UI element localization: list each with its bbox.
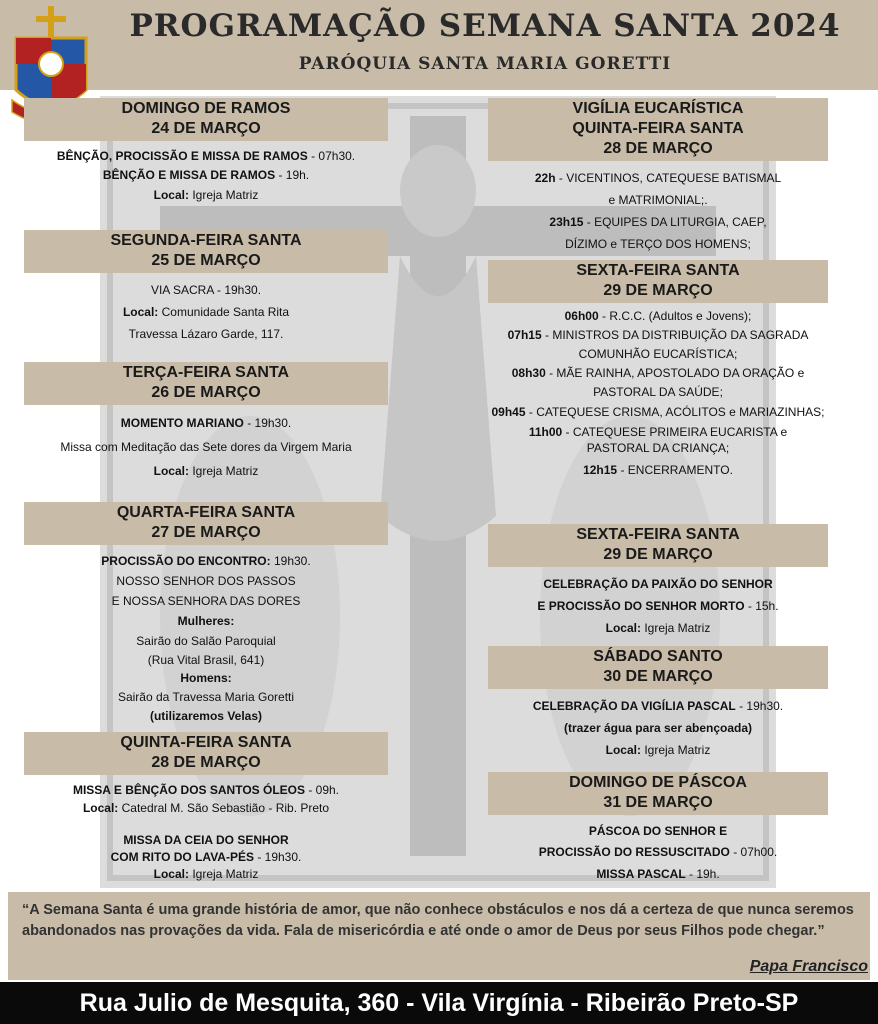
section-title: TERÇA-FEIRA SANTA — [122, 364, 290, 381]
schedule-line-text: - 19h. — [275, 168, 310, 182]
schedule-line — [24, 631, 388, 651]
schedule-line-text: - VICENTINOS, CATEQUESE BATISMAL — [555, 171, 782, 185]
section-date: 26 DE MARÇO — [151, 384, 261, 401]
section-date: 28 DE MARÇO — [151, 754, 261, 771]
section-heading — [24, 230, 388, 273]
schedule-line-text: Missa com Meditação das Sete dores da Virgem Maria — [60, 440, 352, 454]
schedule-line-text: Sairão do Salão Paroquial — [136, 634, 276, 648]
schedule-line — [488, 717, 828, 739]
schedule-line-text: - 19h. — [685, 867, 720, 881]
schedule-line — [24, 301, 388, 323]
schedule-line-bold: 09h45 — [491, 405, 526, 419]
schedule-line — [488, 841, 828, 863]
footer-address: Rua Julio de Mesquita, 360 - Vila Virgínia - Ribeirão Preto-SP — [0, 982, 878, 1024]
schedule-line — [24, 165, 388, 185]
schedule-section — [24, 732, 388, 883]
schedule-line — [488, 739, 828, 761]
schedule-line — [24, 551, 388, 571]
schedule-line — [24, 147, 388, 165]
schedule-line-bold: PÁSCOA DO SENHOR E — [588, 824, 728, 838]
section-heading — [488, 260, 828, 303]
schedule-line — [488, 399, 828, 425]
schedule-line — [488, 347, 828, 361]
schedule-line-bold: Local: — [153, 867, 189, 881]
schedule-line-text: Igreja Matriz — [188, 464, 259, 478]
schedule-line-text: E NOSSA SENHORA DAS DORES — [111, 594, 301, 608]
section-heading — [488, 646, 828, 689]
section-heading — [24, 98, 388, 141]
schedule-line — [24, 817, 388, 831]
schedule-line-text: - 07h30. — [307, 149, 356, 163]
schedule-line-text: Comunidade Santa Rita — [158, 305, 290, 319]
schedule-line-text: - EQUIPES DA LITURGIA, CAEP, — [583, 215, 767, 229]
schedule-line — [488, 821, 828, 841]
schedule-line — [488, 189, 828, 211]
schedule-line — [24, 279, 388, 301]
schedule-line-text: - R.C.C. (Adultos e Jovens); — [598, 309, 752, 323]
schedule-line — [24, 651, 388, 669]
schedule-line — [488, 863, 828, 885]
schedule-line-bold: Mulheres: — [177, 614, 235, 628]
schedule-line — [24, 687, 388, 707]
schedule-line-bold: Local: — [153, 464, 189, 478]
schedule-line-text: - MINISTROS DA DISTRIBUIÇÃO DA SAGRADA — [541, 328, 809, 342]
section-date: 27 DE MARÇO — [151, 524, 261, 541]
section-date: 29 DE MARÇO — [603, 282, 713, 299]
section-body — [24, 551, 388, 725]
section-date: 25 DE MARÇO — [151, 252, 261, 269]
schedule-line-bold: E PROCISSÃO DO SENHOR MORTO — [537, 599, 745, 613]
schedule-line-bold: (trazer água para ser abençoada) — [563, 721, 753, 735]
schedule-line — [24, 611, 388, 631]
schedule-line-text: e MATRIMONIAL;. — [608, 193, 708, 207]
schedule-line-bold: (utilizaremos Velas) — [149, 709, 263, 723]
schedule-section — [24, 98, 388, 205]
schedule-line-bold: Homens: — [180, 671, 232, 685]
page-title: PROGRAMAÇÃO SEMANA SANTA 2024 — [129, 8, 841, 44]
schedule-line-text: Catedral M. São Sebastião - Rib. Preto — [118, 801, 330, 815]
schedule-line-text: - CATEQUESE PRIMEIRA EUCARISTA e — [562, 425, 788, 439]
schedule-line-text: COMUNHÃO EUCARÍSTICA; — [578, 347, 738, 361]
schedule-section — [488, 260, 828, 483]
schedule-line-bold: BÊNÇÃO E MISSA DE RAMOS — [102, 168, 276, 182]
section-body — [488, 167, 828, 255]
schedule-line-text: - 15h. — [744, 599, 779, 613]
schedule-line-bold: Local: — [605, 621, 641, 635]
schedule-section — [24, 362, 388, 483]
schedule-section — [488, 646, 828, 761]
schedule-line-bold: Local: — [605, 743, 641, 757]
section-body — [24, 781, 388, 883]
schedule-line-text: - 19h30. — [735, 699, 784, 713]
schedule-line-text: Igreja Matriz — [188, 188, 259, 202]
schedule-line-text: - 19h30. — [243, 416, 292, 430]
schedule-line-bold: 08h30 — [511, 366, 546, 380]
schedule-line-text: - ENCERRAMENTO. — [617, 463, 733, 477]
section-title: QUARTA-FEIRA SANTA — [116, 504, 296, 521]
schedule-line-bold: 22h — [534, 171, 556, 185]
schedule-line — [488, 233, 828, 255]
quote-text: “A Semana Santa é uma grande história de amor, que não conhece obstáculos e nos dá a certeza de que nunca seremos abandonados nas provações da vida. Fala de misericórdia e até onde o amor de Deus por seus Filhos pode chegar.” — [22, 902, 854, 939]
schedule-line — [24, 831, 388, 849]
section-date: 24 DE MARÇO — [151, 120, 261, 137]
schedule-line-bold: COM RITO DO LAVA-PÉS — [110, 850, 254, 864]
schedule-line — [24, 591, 388, 611]
section-title: QUINTA-FEIRA SANTA — [120, 734, 292, 751]
section-body — [488, 309, 828, 483]
section-title: DOMINGO DE RAMOS — [121, 100, 291, 117]
schedule-section — [488, 772, 828, 885]
schedule-line — [24, 849, 388, 865]
section-body — [24, 411, 388, 483]
schedule-line — [24, 435, 388, 459]
schedule-line — [24, 707, 388, 725]
schedule-line — [488, 695, 828, 717]
schedule-line — [488, 573, 828, 595]
section-heading — [488, 98, 828, 161]
schedule-line — [24, 799, 388, 817]
schedule-line-bold: BÊNÇÃO, PROCISSÃO E MISSA DE RAMOS — [56, 149, 308, 163]
schedule-line-bold: MISSA PASCAL — [596, 867, 686, 881]
schedule-line-bold: CELEBRAÇÃO DA PAIXÃO DO SENHOR — [543, 577, 773, 591]
schedule-line-bold: Local: — [122, 305, 159, 319]
schedule-line — [24, 781, 388, 799]
section-date: 30 DE MARÇO — [603, 668, 713, 685]
section-heading — [24, 362, 388, 405]
schedule-line-text: NOSSO SENHOR DOS PASSOS — [116, 574, 296, 588]
schedule-line — [488, 617, 828, 639]
section-date: 29 DE MARÇO — [603, 546, 713, 563]
schedule-line-bold: 23h15 — [549, 215, 584, 229]
schedule-line — [24, 323, 388, 345]
section-date: 28 DE MARÇO — [603, 140, 713, 157]
schedule-line-text: VIA SACRA - 19h30. — [150, 283, 262, 297]
section-title: SEXTA-FEIRA SANTA — [576, 526, 740, 543]
section-body — [488, 573, 828, 639]
schedule-section — [24, 502, 388, 725]
schedule-line — [24, 669, 388, 687]
section-title: SEGUNDA-FEIRA SANTA — [110, 232, 302, 249]
schedule-line — [24, 185, 388, 205]
schedule-line-bold: 07h15 — [507, 328, 542, 342]
schedule-line-bold: 12h15 — [583, 463, 618, 477]
section-title: VIGÍLIA EUCARÍSTICA — [572, 100, 744, 117]
schedule-line-text: Sairão da Travessa Maria Goretti — [117, 690, 295, 704]
section-body — [488, 821, 828, 885]
schedule-line-text: - 07h00. — [729, 845, 778, 859]
schedule-line-text: 19h30. — [270, 554, 311, 568]
parish-name: PARÓQUIA SANTA MARIA GORETTI — [298, 54, 672, 74]
schedule-line-text: - 09h. — [305, 783, 340, 797]
schedule-line — [488, 457, 828, 483]
section-heading — [488, 772, 828, 815]
schedule-line-text: PASTORAL DA CRIANÇA; — [586, 441, 730, 455]
schedule-section — [488, 98, 828, 255]
section-body — [24, 279, 388, 345]
schedule-line-text: PASTORAL DA SAÚDE; — [593, 385, 723, 399]
schedule-line — [488, 309, 828, 323]
schedule-line-text: (Rua Vital Brasil, 641) — [147, 653, 265, 667]
schedule-section — [488, 524, 828, 639]
section-heading — [24, 732, 388, 775]
section-date: 31 DE MARÇO — [603, 794, 713, 811]
schedule-line-bold: PROCISSÃO DO ENCONTRO: — [101, 554, 271, 568]
schedule-line-bold: MOMENTO MARIANO — [120, 416, 244, 430]
quote-author: Papa Francisco — [749, 958, 868, 975]
schedule-line-text: DÍZIMO e TERÇO DOS HOMENS; — [565, 237, 751, 251]
schedule-line-text: Igreja Matriz — [640, 621, 711, 635]
schedule-line-text: Igreja Matriz — [188, 867, 259, 881]
schedule-line — [24, 411, 388, 435]
schedule-line — [488, 385, 828, 399]
schedule-section — [24, 230, 388, 345]
schedule-line-bold: Local: — [153, 188, 189, 202]
section-body — [488, 695, 828, 761]
schedule-line-bold: 06h00 — [564, 309, 599, 323]
schedule-line — [24, 571, 388, 591]
schedule-line-text: Igreja Matriz — [640, 743, 711, 757]
schedule-line-bold: CELEBRAÇÃO DA VIGÍLIA PASCAL — [532, 699, 736, 713]
schedule-line — [24, 459, 388, 483]
section-heading — [24, 502, 388, 545]
schedule-line — [488, 361, 828, 385]
schedule-line — [488, 167, 828, 189]
schedule-line — [488, 425, 828, 439]
schedule-line — [488, 211, 828, 233]
schedule-line — [24, 865, 388, 883]
schedule-line-bold: Local: — [82, 801, 119, 815]
schedule-line — [488, 323, 828, 347]
section-title: SÁBADO SANTO — [593, 648, 723, 665]
section-heading — [488, 524, 828, 567]
schedule-line — [488, 439, 828, 457]
schedule-line-text: - MÃE RAINHA, APOSTOLADO DA ORAÇÃO e — [545, 366, 805, 380]
section-title: QUINTA-FEIRA SANTA — [572, 120, 744, 137]
section-body — [24, 147, 388, 205]
schedule-line-text: - 19h30. — [253, 850, 302, 864]
schedule-line-text: Travessa Lázaro Garde, 117. — [128, 327, 284, 341]
schedule-line-bold: 11h00 — [528, 425, 563, 439]
section-title: SEXTA-FEIRA SANTA — [576, 262, 740, 279]
schedule-line — [488, 595, 828, 617]
schedule-line-bold: PROCISSÃO DO RESSUSCITADO — [538, 845, 730, 859]
section-title: DOMINGO DE PÁSCOA — [569, 774, 747, 791]
schedule-line-text: - CATEQUESE CRISMA, ACÓLITOS e MARIAZINHAS; — [525, 405, 825, 419]
schedule-line-bold: MISSA DA CEIA DO SENHOR — [123, 833, 289, 847]
schedule-line-bold: MISSA E BÊNÇÃO DOS SANTOS ÓLEOS — [72, 783, 305, 797]
